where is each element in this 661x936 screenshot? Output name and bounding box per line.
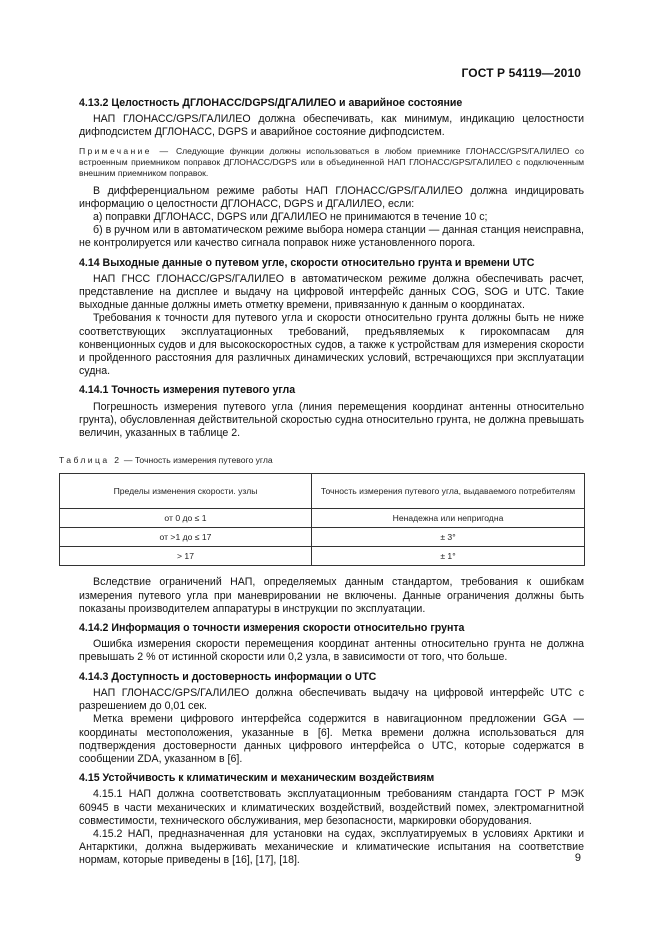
heading-4-14-2: 4.14.2 Информация о точности измерения скорости относительно грунта [79, 622, 465, 635]
paragraph: НАП ГЛОНАСС/GPS/ГАЛИЛЕО должна обеспечивать выдачу на цифровой интерфейс UTC с разрешением до 0,01 сек. [79, 686, 584, 713]
document-code: ГОСТ Р 54119—2010 [461, 66, 581, 80]
table-caption [59, 454, 584, 467]
table-caption-text: — Точность измерения путевого угла [123, 455, 273, 466]
table-2 [59, 473, 585, 566]
heading-4-14-1: 4.14.1 Точность измерения путевого угла [79, 384, 296, 397]
document-body [59, 91, 585, 868]
heading-4-15: 4.15 Устойчивость к климатическим и механическим воздействиям [79, 772, 435, 785]
column-header-speed: Пределы изменения скорости. узлы [60, 474, 312, 509]
paragraph: В дифференциальном режиме работы НАП ГЛОНАСС/GPS/ГАЛИЛЕО должна индицировать информацию о целостности ДГЛОНАСС, DGPS и ДГАЛИЛЕО, если: [79, 184, 584, 210]
table-cell-accuracy: ± 3° [312, 528, 585, 547]
heading-4-13-2: 4.13.2 Целостность ДГЛОНАСС/DGPS/ДГАЛИЛЕО и аварийное состояние [79, 97, 463, 109]
paragraph: 4.15.2 НАП, предназначенная для установки на судах, эксплуатируемых в условиях Арктики и Антарктики, должна выдерживать механические и климатические испытания на соответствие нормам, которые приведены в [16], [17], [18]. [79, 827, 584, 867]
note-label: Примечание — [79, 145, 171, 156]
list-item-b: б) в ручном или в автоматическом режиме выбора номера станции — данная станция неисправна, не контролируется или качество сигнала поправок ниже установленного порога. [79, 224, 584, 250]
table-cell-accuracy: Ненадежна или непригодна [312, 509, 585, 528]
column-header-accuracy: Точность измерения путевого угла, выдаваемого потребителям [312, 474, 585, 509]
table-cell-speed: от >1 до ≤ 17 [60, 528, 312, 547]
heading-4-14-3: 4.14.3 Доступность и достоверность информации о UTC [79, 670, 377, 683]
paragraph: Метка времени цифрового интерфейса содержится в навигационном предложении GGA — координаты местоположения, указанные в [6]. Метка времени должна использоваться для подтверждения достоверности данных цифрового интерфейса о UTC, которые содержатся в сообщении ZDA, указанном в [6]. [79, 713, 584, 765]
page-number: 9 [574, 852, 581, 864]
paragraph: Вследствие ограничений НАП, определяемых данным стандартом, требования к ошибкам измерения путевого угла при маневрировании не включены. Данные ограничения должны быть показаны производителем аппаратуры в инструкции по эксплуатации. [79, 576, 584, 615]
table-row [60, 509, 585, 528]
table-row [60, 547, 585, 566]
table-header-row [60, 474, 585, 509]
note [79, 146, 584, 179]
list-item-a: а) поправки ДГЛОНАСС, DGPS или ДГАЛИЛЕО не принимаются в течение 10 с; [93, 211, 488, 224]
note-text: Следующие функции должны использоваться в любом приемнике ГЛОНАСС/GPS/ГАЛИЛЕО со встроенным приемником поправок ДГЛОНАСС/DGPS или в объединенной НАП ГЛОНАСС/GPS/ГАЛИЛЕО с подключенным внешним приемником поправок. [79, 145, 585, 178]
paragraph: Требования к точности для путевого угла и скорости относительно грунта должны быть не ниже соответствующих эксплуатационных требований, предъявляемых к гирокомпасам для конвенционных судов и для высокоскоростных судов, а также к устройствам для измерения скорости и пройденного расстояния для различных динамических условий, встречающихся при эксплуатации судна. [79, 312, 584, 378]
paragraph: НАП ГЛОНАСС/GPS/ГАЛИЛЕО должна обеспечивать, как минимум, индикацию целостности дифподсистем ДГЛОНАСС, DGPS и аварийное состояние дифподсистем. [79, 113, 584, 139]
table-cell-speed: от 0 до ≤ 1 [60, 509, 312, 528]
table-row [60, 528, 585, 547]
heading-4-14: 4.14 Выходные данные о путевом угле, скорости относительно грунта и времени UTC [79, 256, 535, 269]
table-cell-speed: > 17 [60, 547, 312, 566]
paragraph: НАП ГНСС ГЛОНАСС/GPS/ГАЛИЛЕО в автоматическом режиме должна обеспечивать расчет, представление на дисплее и выдачу на цифровой интерфейс данных COG, SOG и UTC. Такие выходные данные должны иметь отметку времени, привязанную к данным о координатах. [79, 272, 584, 312]
paragraph: Ошибка измерения скорости перемещения координат антенны относительно грунта не должна превышать 2 % от истинной скорости или 0,2 узла, в зависимости от того, что больше. [79, 638, 584, 664]
table-cell-accuracy: ± 1° [312, 547, 585, 566]
paragraph: 4.15.1 НАП должна соответствовать эксплуатационным требованиям стандарта ГОСТ Р МЭК 60945 в части механических и климатических воздействий, воздействий помех, электромагнитной совместимости, технического обслуживания, мер безопасности, маркировки оборудования. [79, 788, 584, 827]
paragraph: Погрешность измерения путевого угла (линия перемещения координат антенны относительно грунта), обусловленная действительной скоростью судна относительно грунта, не должна превышать величин, указанных в таблице 2. [79, 400, 584, 440]
table-caption-label: Таблица 2 [59, 455, 122, 466]
